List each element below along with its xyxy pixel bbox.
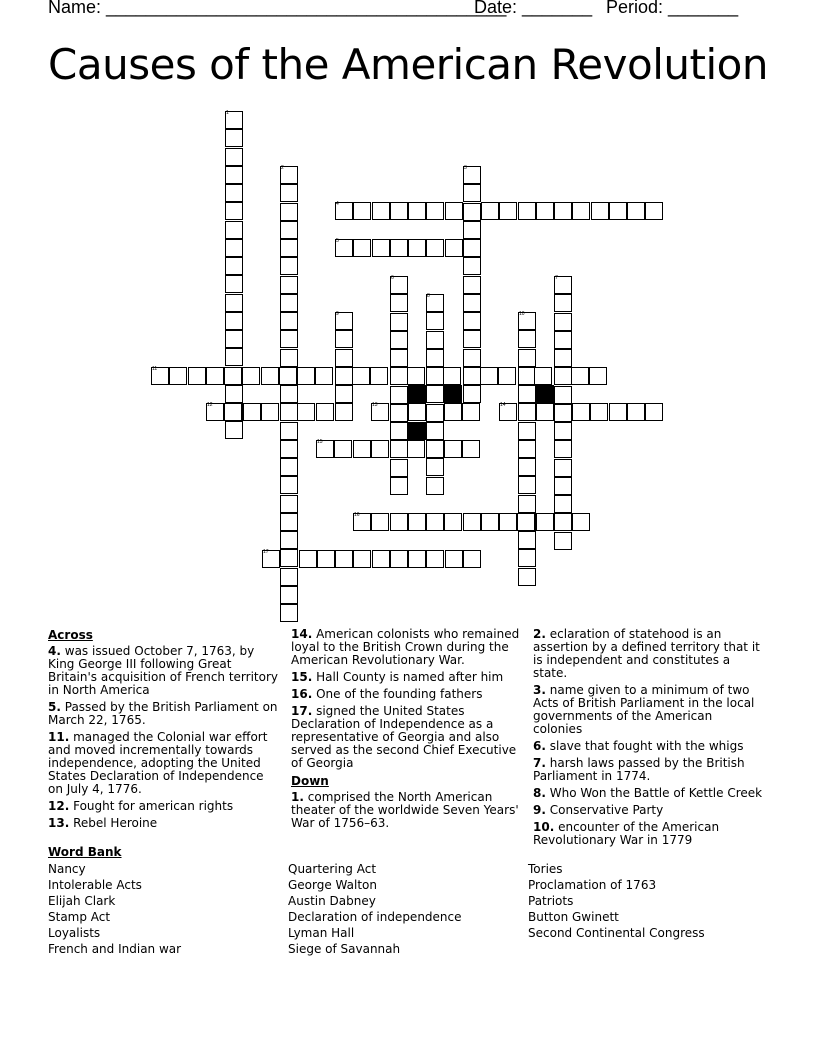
grid-cell[interactable]	[645, 202, 663, 220]
clue-number: 16.	[291, 687, 313, 701]
clue-down-7	[533, 821, 765, 847]
grid-cell[interactable]	[572, 513, 590, 531]
grid-cell[interactable]	[627, 403, 645, 421]
clue-number: 3.	[533, 683, 546, 697]
grid-cell[interactable]	[463, 513, 481, 531]
grid-cell[interactable]	[280, 458, 298, 476]
grid-cell[interactable]	[407, 440, 425, 458]
grid-cell[interactable]	[297, 367, 315, 385]
clue-down-4	[533, 757, 765, 783]
grid-cell[interactable]	[445, 239, 463, 257]
clue-text: was issued October 7, 1763, by King George III following Great Britain's acquisition of French territory in North America	[48, 644, 279, 697]
grid-cell[interactable]	[463, 203, 481, 221]
cell-number: 2	[281, 165, 284, 171]
clue-number: 12.	[48, 799, 70, 813]
clue-number: 1.	[291, 790, 304, 804]
grid-cell[interactable]	[518, 422, 536, 440]
grid-cell[interactable]	[462, 403, 480, 421]
grid-cell[interactable]	[463, 550, 481, 568]
word-bank-item: Proclamation of 1763	[528, 878, 657, 892]
clue-number: 13.	[48, 816, 70, 830]
grid-cell[interactable]	[534, 367, 552, 385]
grid-cell[interactable]	[317, 550, 335, 568]
clue-across-1	[48, 701, 280, 727]
grid-cell[interactable]	[627, 202, 645, 220]
grid-cell[interactable]	[225, 257, 243, 275]
grid-cell[interactable]	[335, 349, 353, 367]
grid-cell[interactable]	[499, 202, 517, 220]
grid-cell[interactable]	[335, 330, 353, 348]
grid-cell[interactable]	[444, 440, 462, 458]
grid-cell[interactable]	[426, 349, 444, 367]
grid-cell[interactable]	[224, 367, 242, 385]
clue-down-2	[533, 684, 765, 736]
clue-number: 11.	[48, 730, 70, 744]
clue-across-4	[48, 817, 280, 830]
grid-cell[interactable]	[225, 239, 243, 257]
grid-cell[interactable]	[518, 202, 536, 220]
grid-cell[interactable]	[280, 257, 298, 275]
word-bank-item: Siege of Savannah	[288, 942, 401, 956]
grid-cell[interactable]	[280, 203, 298, 221]
grid-cell[interactable]	[572, 202, 590, 220]
grid-cell[interactable]	[261, 403, 279, 421]
word-bank-item: Stamp Act	[48, 910, 111, 924]
grid-cell[interactable]	[444, 513, 462, 531]
cell-number: 16	[354, 512, 360, 518]
grid-cell[interactable]	[372, 239, 390, 257]
grid-cell[interactable]	[243, 403, 261, 421]
clue-number: 2.	[533, 627, 546, 641]
clue-text: managed the Colonial war effort and moved incrementally towards independence, adopting the United States Declaration of Independence on July 4, 1776.	[48, 730, 268, 796]
grid-cell[interactable]	[280, 276, 298, 294]
grid-cell[interactable]	[554, 349, 572, 367]
grid-cell[interactable]	[225, 221, 243, 239]
grid-cell[interactable]	[206, 367, 224, 385]
clue-text: slave that fought with the whigs	[549, 739, 744, 753]
grid-cell[interactable]	[463, 312, 481, 330]
grid-cell[interactable]	[408, 239, 426, 257]
grid-cell[interactable]	[426, 312, 444, 330]
grid-cell[interactable]	[445, 202, 463, 220]
grid-cell[interactable]	[518, 403, 536, 421]
grid-cell[interactable]	[390, 202, 408, 220]
grid-cell[interactable]	[463, 367, 481, 385]
grid-cell[interactable]	[463, 294, 481, 312]
grid-cell[interactable]	[554, 513, 572, 531]
grid-cell[interactable]	[188, 367, 206, 385]
grid-cell[interactable]	[518, 349, 536, 367]
clues-column-2	[291, 628, 523, 834]
grid-cell[interactable]	[335, 550, 353, 568]
grid-cell[interactable]	[334, 440, 352, 458]
grid-cell[interactable]	[372, 202, 390, 220]
grid-cell[interactable]	[426, 458, 444, 476]
grid-cell[interactable]	[280, 604, 298, 622]
clue-across-8	[291, 705, 523, 770]
period-field[interactable]: Period: _______	[606, 0, 739, 17]
grid-cell[interactable]	[426, 513, 444, 531]
grid-cell[interactable]	[518, 549, 536, 567]
cell-number: 15	[317, 439, 323, 445]
grid-cell[interactable]	[390, 294, 408, 312]
grid-cell[interactable]	[481, 202, 499, 220]
clue-across-2	[48, 731, 280, 796]
grid-cell[interactable]	[554, 367, 572, 385]
grid-cell[interactable]	[280, 549, 298, 567]
grid-cell[interactable]	[390, 550, 408, 568]
grid-cell[interactable]	[554, 294, 572, 312]
grid-cell[interactable]	[445, 550, 463, 568]
grid-cell[interactable]	[280, 239, 298, 257]
grid-cell[interactable]	[518, 531, 536, 549]
grid-cell[interactable]	[224, 403, 242, 421]
grid-cell[interactable]	[536, 513, 554, 531]
grid-cell[interactable]	[353, 202, 371, 220]
clue-text: American colonists who remained loyal to the British Crown during the American Revolutionary War.	[291, 627, 520, 667]
grid-cell[interactable]	[571, 367, 589, 385]
grid-cell[interactable]	[242, 367, 260, 385]
word-bank-item: Patriots	[528, 894, 574, 908]
grid-cell[interactable]	[280, 312, 298, 330]
across-heading: Across	[48, 628, 93, 642]
grid-cell[interactable]	[554, 459, 572, 477]
grid-cell[interactable]	[444, 403, 462, 421]
grid-cell[interactable]	[463, 349, 481, 367]
clue-text: One of the founding fathers	[316, 687, 483, 701]
grid-cell[interactable]	[371, 513, 389, 531]
grid-cell[interactable]	[498, 367, 516, 385]
grid-cell[interactable]	[426, 202, 444, 220]
grid-cell[interactable]	[371, 440, 389, 458]
clue-across-6	[291, 671, 523, 684]
grid-cell[interactable]	[335, 385, 353, 403]
grid-cell[interactable]	[590, 403, 608, 421]
grid-cell[interactable]	[390, 440, 408, 458]
grid-cell[interactable]	[572, 403, 590, 421]
grid-cell[interactable]	[335, 403, 353, 421]
cell-number: 6	[391, 275, 394, 281]
word-bank-item: Intolerable Acts	[48, 878, 142, 892]
clue-down-5	[533, 787, 765, 800]
clue-number: 17.	[291, 704, 313, 718]
black-square	[444, 385, 462, 403]
grid-cell[interactable]	[225, 330, 243, 348]
grid-cell[interactable]	[372, 550, 390, 568]
grid-cell[interactable]	[280, 568, 298, 586]
word-bank-item: George Walton	[288, 878, 377, 892]
clue-number: 10.	[533, 820, 555, 834]
clue-across-7	[291, 688, 523, 701]
down-heading: Down	[291, 774, 329, 788]
grid-cell[interactable]	[390, 349, 408, 367]
word-bank-column-3	[528, 861, 705, 941]
grid-cell[interactable]	[225, 312, 243, 330]
grid-cell[interactable]	[463, 330, 481, 348]
cell-number: 7	[555, 275, 558, 281]
grid-cell[interactable]	[426, 422, 444, 440]
grid-cell[interactable]	[299, 550, 317, 568]
grid-cell[interactable]	[426, 385, 444, 403]
grid-cell[interactable]	[554, 331, 572, 349]
grid-cell[interactable]	[335, 367, 353, 385]
grid-cell[interactable]	[315, 367, 333, 385]
grid-cell[interactable]	[261, 367, 279, 385]
grid-cell[interactable]	[297, 403, 315, 421]
grid-cell[interactable]	[518, 568, 536, 586]
grid-cell[interactable]	[280, 184, 298, 202]
grid-cell[interactable]	[463, 221, 481, 239]
grid-cell[interactable]	[280, 385, 298, 403]
grid-cell[interactable]	[499, 513, 517, 531]
grid-cell[interactable]	[554, 202, 572, 220]
grid-cell[interactable]	[280, 403, 298, 421]
grid-cell[interactable]	[225, 348, 243, 366]
grid-cell[interactable]	[426, 367, 444, 385]
word-bank-column-2	[288, 861, 462, 957]
word-bank-item: Elijah Clark	[48, 894, 116, 908]
grid-cell[interactable]	[518, 440, 536, 458]
grid-cell[interactable]	[426, 550, 444, 568]
grid-cell[interactable]	[536, 202, 554, 220]
grid-cell[interactable]	[462, 440, 480, 458]
grid-cell[interactable]	[408, 403, 426, 421]
clue-text: Rebel Heroine	[73, 816, 158, 830]
grid-cell[interactable]	[353, 550, 371, 568]
word-bank-item: Austin Dabney	[288, 894, 376, 908]
grid-cell[interactable]	[225, 166, 243, 184]
grid-cell[interactable]	[280, 513, 298, 531]
cell-number: 4	[336, 201, 339, 207]
cell-number: 12	[207, 402, 213, 408]
black-square	[408, 385, 426, 403]
grid-cell[interactable]	[480, 367, 498, 385]
page-title: Causes of the American Revolution	[48, 40, 768, 89]
cell-number: 8	[427, 293, 430, 299]
cell-number: 10	[519, 311, 525, 317]
grid-cell[interactable]	[280, 586, 298, 604]
clue-text: signed the United States Declaration of Independence as a representative of Georgia and also served as the second Chief Executive of Georgia	[291, 704, 517, 770]
grid-cell[interactable]	[407, 367, 425, 385]
grid-cell[interactable]	[554, 495, 572, 513]
clue-text: name given to a minimum of two Acts of British Parliament in the local governments of the American colonies	[533, 683, 755, 736]
grid-cell[interactable]	[390, 422, 408, 440]
cell-number: 1	[226, 110, 229, 116]
grid-cell[interactable]	[390, 513, 408, 531]
cell-number: 13	[372, 402, 378, 408]
grid-cell[interactable]	[481, 513, 499, 531]
cell-number: 5	[336, 238, 339, 244]
date-field[interactable]: Date: _______	[474, 0, 593, 17]
grid-cell[interactable]	[279, 367, 297, 385]
grid-cell[interactable]	[280, 221, 298, 239]
grid-cell[interactable]	[426, 239, 444, 257]
clue-number: 15.	[291, 670, 313, 684]
word-bank-column-1	[48, 861, 181, 957]
clue-number: 5.	[48, 700, 61, 714]
grid-cell[interactable]	[390, 367, 408, 385]
grid-cell[interactable]	[280, 294, 298, 312]
clue-text: Fought for american rights	[73, 799, 234, 813]
clues-column-1	[48, 628, 280, 834]
clue-across-0	[48, 645, 280, 697]
grid-cell[interactable]	[463, 385, 481, 403]
grid-cell[interactable]	[225, 275, 243, 293]
cell-number: 14	[500, 402, 506, 408]
grid-cell[interactable]	[609, 403, 627, 421]
clue-down-1	[533, 628, 765, 680]
grid-cell[interactable]	[390, 331, 408, 349]
grid-cell[interactable]	[225, 184, 243, 202]
clue-number: 14.	[291, 627, 313, 641]
clue-text: Passed by the British Parliament on March 22, 1765.	[48, 700, 278, 727]
cell-number: 9	[336, 311, 339, 317]
grid-cell[interactable]	[426, 477, 444, 495]
grid-cell[interactable]	[280, 440, 298, 458]
grid-cell[interactable]	[280, 476, 298, 494]
grid-cell[interactable]	[280, 495, 298, 513]
clue-across-5	[291, 628, 523, 667]
grid-cell[interactable]	[463, 184, 481, 202]
grid-cell[interactable]	[554, 440, 572, 458]
cell-number: 17	[263, 549, 269, 555]
word-bank-item: Loyalists	[48, 926, 101, 940]
grid-cell[interactable]	[518, 495, 536, 513]
grid-cell[interactable]	[225, 148, 243, 166]
grid-cell[interactable]	[443, 367, 461, 385]
word-bank-item: Quartering Act	[288, 862, 377, 876]
grid-cell[interactable]	[645, 403, 663, 421]
grid-cell[interactable]	[426, 440, 444, 458]
word-bank-item: Second Continental Congress	[528, 926, 705, 940]
word-bank-item: Lyman Hall	[288, 926, 355, 940]
grid-cell[interactable]	[280, 422, 298, 440]
word-bank-item: French and Indian war	[48, 942, 182, 956]
grid-cell[interactable]	[280, 349, 298, 367]
clue-down-0	[291, 791, 523, 830]
clue-down-6	[533, 804, 765, 817]
grid-cell[interactable]	[518, 385, 536, 403]
grid-cell[interactable]	[390, 239, 408, 257]
cell-number: 11	[152, 366, 158, 372]
black-square	[408, 422, 426, 440]
grid-cell[interactable]	[390, 459, 408, 477]
clue-text: encounter of the American Revolutionary War in 1779	[533, 820, 720, 847]
word-bank-item: Tories	[528, 862, 563, 876]
grid-cell[interactable]	[280, 330, 298, 348]
grid-cell[interactable]	[536, 403, 554, 421]
grid-cell[interactable]	[225, 202, 243, 220]
grid-cell[interactable]	[390, 313, 408, 331]
clue-number: 7.	[533, 756, 546, 770]
grid-cell[interactable]	[518, 476, 536, 494]
word-bank-item: Nancy	[48, 862, 86, 876]
grid-cell[interactable]	[463, 239, 481, 257]
grid-cell[interactable]	[390, 404, 408, 422]
grid-cell[interactable]	[370, 367, 388, 385]
grid-cell[interactable]	[554, 404, 572, 422]
grid-cell[interactable]	[225, 385, 243, 403]
grid-cell[interactable]	[554, 313, 572, 331]
clues-column-3	[533, 628, 765, 851]
grid-cell[interactable]	[390, 477, 408, 495]
grid-cell[interactable]	[169, 367, 187, 385]
word-bank-item: Button Gwinett	[528, 910, 619, 924]
grid-cell[interactable]	[609, 202, 627, 220]
clue-down-3	[533, 740, 765, 753]
grid-cell[interactable]	[225, 294, 243, 312]
clue-across-3	[48, 800, 280, 813]
name-field[interactable]: Name: ________________________________________	[48, 0, 507, 17]
clue-text: Conservative Party	[549, 803, 664, 817]
clue-text: harsh laws passed by the British Parliament in 1774.	[533, 756, 745, 783]
grid-cell[interactable]	[591, 202, 609, 220]
grid-cell[interactable]	[426, 404, 444, 422]
grid-cell[interactable]	[463, 257, 481, 275]
grid-cell[interactable]	[390, 386, 408, 404]
grid-cell[interactable]	[408, 513, 426, 531]
grid-cell[interactable]	[408, 202, 426, 220]
grid-cell[interactable]	[517, 513, 535, 531]
clue-number: 8.	[533, 786, 546, 800]
grid-cell[interactable]	[225, 129, 243, 147]
clue-text: Hall County is named after him	[316, 670, 504, 684]
grid-cell[interactable]	[316, 403, 334, 421]
grid-cell[interactable]	[554, 532, 572, 550]
word-bank-heading: Word Bank	[48, 845, 122, 859]
grid-cell[interactable]	[280, 531, 298, 549]
cell-number: 3	[464, 165, 467, 171]
grid-cell[interactable]	[352, 367, 370, 385]
clue-text: Who Won the Battle of Kettle Creek	[549, 786, 763, 800]
black-square	[536, 385, 554, 403]
grid-cell[interactable]	[554, 386, 572, 404]
clue-number: 9.	[533, 803, 546, 817]
clue-text: comprised the North American theater of the worldwide Seven Years' War of 1756–63.	[291, 790, 519, 830]
word-bank-item: Declaration of independence	[288, 910, 462, 924]
grid-cell[interactable]	[589, 367, 607, 385]
grid-cell[interactable]	[426, 331, 444, 349]
grid-cell[interactable]	[554, 422, 572, 440]
grid-cell[interactable]	[353, 440, 371, 458]
grid-cell[interactable]	[353, 239, 371, 257]
grid-cell[interactable]	[408, 550, 426, 568]
clue-text: eclaration of statehood is an assertion by a defined territory that it is independent and constitutes a state.	[533, 627, 760, 680]
grid-cell[interactable]	[463, 276, 481, 294]
clue-number: 4.	[48, 644, 61, 658]
grid-cell[interactable]	[518, 330, 536, 348]
grid-cell[interactable]	[554, 477, 572, 495]
grid-cell[interactable]	[225, 421, 243, 439]
clue-number: 6.	[533, 739, 546, 753]
grid-cell[interactable]	[518, 458, 536, 476]
